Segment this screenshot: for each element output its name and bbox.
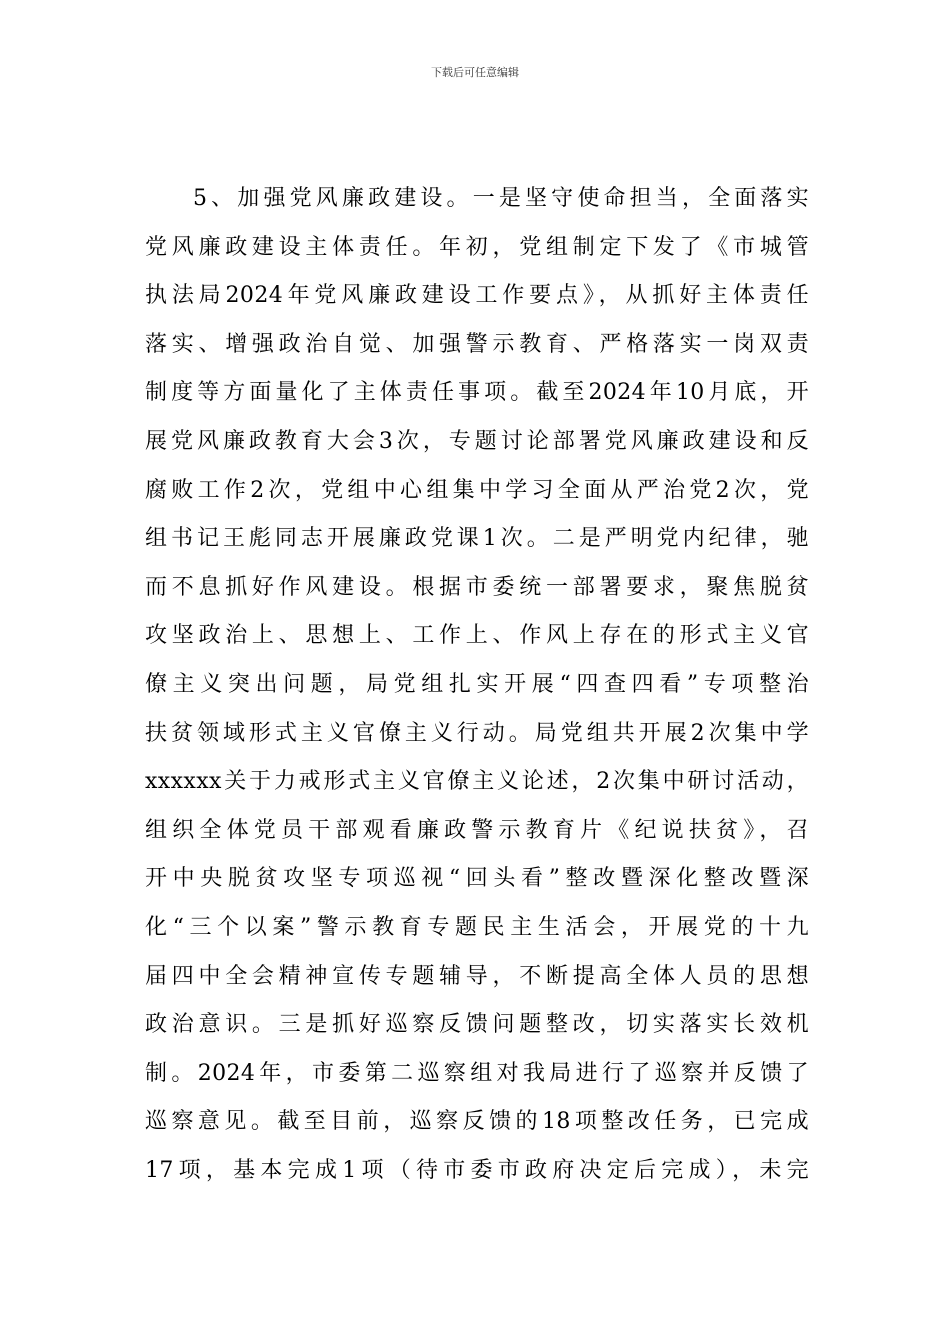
paragraph-line: 制度等方面量化了主体责任事项。截至2024年10月底，开: [145, 380, 809, 406]
paragraph-line: 党风廉政建设主体责任。年初，党组制定下发了《市城管: [145, 234, 809, 260]
paragraph-line: 而不息抓好作风建设。根据市委统一部署要求，聚焦脱贫: [145, 574, 809, 600]
paragraph-line: xxxxxx关于力戒形式主义官僚主义论述，2次集中研讨活动，: [145, 769, 809, 795]
paragraph-line: 扶贫领域形式主义官僚主义行动。局党组共开展2次集中学: [145, 720, 809, 746]
paragraph-line: 组织全体党员干部观看廉政警示教育片《纪说扶贫》，召: [145, 817, 809, 843]
paragraph-line: 僚主义突出问题，局党组扎实开展“四查四看”专项整治: [145, 671, 809, 697]
page-header-note: 下载后可任意编辑: [431, 66, 519, 79]
paragraph-line: 政治意识。三是抓好巡察反馈问题整改，切实落实长效机: [145, 1012, 809, 1038]
paragraph-line: 17项，基本完成1项（待市委市政府决定后完成），未完: [145, 1157, 809, 1183]
paragraph-line: 制。2024年，市委第二巡察组对我局进行了巡察并反馈了: [145, 1060, 809, 1086]
paragraph-line: 执法局2024年党风廉政建设工作要点》，从抓好主体责任: [145, 283, 809, 309]
paragraph-line: 攻坚政治上、思想上、工作上、作风上存在的形式主义官: [145, 623, 809, 649]
paragraph-line: 届四中全会精神宣传专题辅导，不断提高全体人员的思想: [145, 963, 809, 989]
body-paragraph: [145, 179, 809, 1199]
paragraph-line: 落实、增强政治自觉、加强警示教育、严格落实一岗双责: [145, 331, 809, 357]
paragraph-line: 巡察意见。截至目前，巡察反馈的18项整改任务，已完成: [145, 1109, 809, 1135]
paragraph-line: 展党风廉政教育大会3次，专题讨论部署党风廉政建设和反: [145, 428, 809, 454]
paragraph-line: 5、加强党风廉政建设。一是坚守使命担当，全面落实: [193, 186, 809, 211]
paragraph-line: 组书记王彪同志开展廉政党课1次。二是严明党内纪律，驰: [145, 526, 809, 552]
paragraph-line: 腐败工作2次，党组中心组集中学习全面从严治党2次，党: [145, 477, 809, 503]
paragraph-line: 开中央脱贫攻坚专项巡视“回头看”整改暨深化整改暨深: [145, 866, 809, 892]
paragraph-line: 化“三个以案”警示教育专题民主生活会，开展党的十九: [145, 914, 809, 940]
